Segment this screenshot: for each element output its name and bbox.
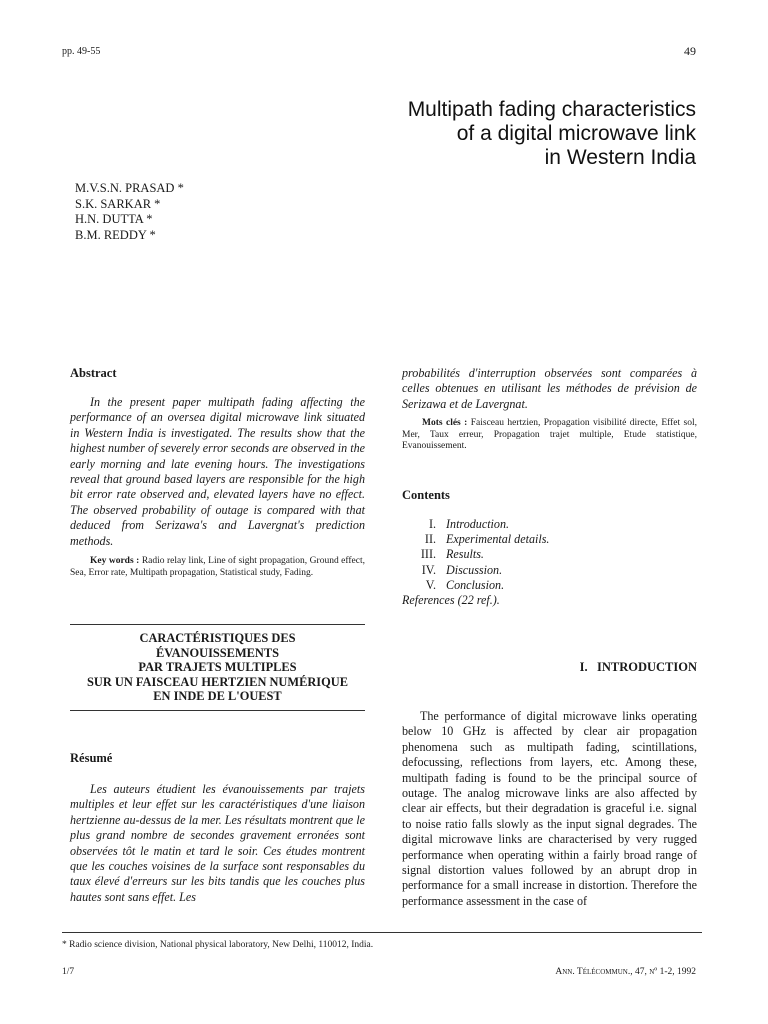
resume-text: Les auteurs étudient les évanouissements par trajets multiples et leur effet sur les caractéristiques d'une liaison hertzienne au-dessus de la mer. Les résultats montrent que le plus grand nombre de secondes gravement erronées sont observées tôt le matin et tard le soir. Ces études montrent que les couches voisines de la surface sont responsables du taux élevé d'erreurs sur les bits tandis que les couches plus hautes sont sans effet. Les — [70, 782, 365, 904]
toc-references: References (22 ref.). — [402, 593, 500, 608]
toc-item — [402, 563, 697, 578]
divider-bottom — [70, 710, 365, 711]
toc-item — [402, 578, 697, 593]
resume-heading: Résumé — [70, 751, 113, 765]
toc-item — [402, 547, 697, 562]
footnote-divider — [62, 932, 702, 933]
french-title — [70, 631, 365, 704]
toc-item — [402, 517, 697, 532]
title-line: Multipath fading characteristics — [407, 98, 696, 121]
paper-title — [276, 98, 696, 170]
journal-citation: Ann. Télécommun., 47, nº 1-2, 1992 — [555, 967, 696, 977]
toc-item-number: II. — [424, 532, 436, 547]
author-list — [75, 181, 184, 243]
introduction-heading: I. INTRODUCTION — [579, 660, 697, 674]
introduction-text: The performance of digital microwave links operating below 10 GHz is affected by clear air propagation phenomena such as multipath fading, scintillations, defocussing, reflections from layers, etc. Among these, multipath fading is found to be the principal source of outage. The analog microwave links are also affected by clear air effects, but their degradation is graceful i.e. signal to noise ratio falls slowly as the input signal degrades. The digital microwave links are characterised by very rugged performance when operating within a fairly broad range of signal distortion values followed by an abrupt drop in performance for a small increase in distortion. Therefore the performance assessment in the case of — [402, 709, 697, 908]
french-title-line: EN INDE DE L'OUEST — [153, 689, 282, 704]
mots-cles — [402, 418, 697, 453]
mots-cles-label: Mots clés : — [422, 418, 468, 428]
keywords-label: Key words : — [90, 556, 140, 566]
french-title-line: ÉVANOUISSEMENTS — [155, 645, 280, 660]
keywords — [70, 556, 365, 579]
title-line: in Western India — [544, 146, 696, 169]
toc-item-number: V. — [425, 577, 436, 592]
table-of-contents — [402, 517, 697, 608]
toc-item-title: Experimental details. — [446, 532, 550, 547]
affiliation-footnote: * Radio science division, National physical laboratory, New Delhi, 110012, India. — [62, 940, 374, 950]
keywords-list: Radio relay link, Line of sight propagation, Ground effect, Sea, Error rate, Multipath propagation, Statistical study, Fading. — [70, 556, 366, 578]
french-title-line: PAR TRAJETS MULTIPLES — [138, 660, 297, 675]
toc-item — [402, 532, 697, 547]
toc-item-title: Discussion. — [446, 562, 503, 577]
author: B.M. REDDY * — [75, 227, 156, 242]
page-number: 49 — [684, 44, 696, 58]
french-title-line: SUR UN FAISCEAU HERTZIEN NUMÉRIQUE — [87, 674, 348, 689]
title-line: of a digital microwave link — [456, 122, 696, 145]
author: M.V.S.N. PRASAD * — [75, 181, 184, 195]
toc-item-number: I. — [428, 517, 436, 531]
french-title-line: CARACTÉRISTIQUES DES — [139, 631, 296, 645]
resume-continuation: probabilités d'interruption observées sont comparées à celles obtenues en utilisant les méthodes de prévision de Serizawa et de Lavergnat. — [402, 366, 697, 411]
mots-cles-list: Faisceau hertzien, Propagation visibilité directe, Effet sol, Mer, Taux erreur, Propagation trajet multiple, Etude statistique, Evanouissement. — [402, 418, 698, 451]
toc-item-title: Conclusion. — [446, 577, 505, 592]
toc-item-title: Introduction. — [446, 517, 510, 531]
abstract-heading: Abstract — [70, 366, 117, 380]
divider-top — [70, 624, 365, 625]
toc-item-title: Results. — [446, 547, 484, 562]
page-range: pp. 49-55 — [62, 46, 101, 57]
toc-item-number: IV. — [421, 562, 436, 577]
author: S.K. SARKAR * — [75, 196, 161, 211]
toc-item-number: III. — [420, 547, 436, 562]
author: H.N. DUTTA * — [75, 212, 153, 226]
abstract-text: In the present paper multipath fading affecting the performance of an oversea digital microwave link situated in Western India is investigated. The results show that the highest number of severely error seconds are observed in the early morning and late evening hours. The investigations reveal that ground based layers are responsible for the high bit error rate observed and, elevated layers have no effect. The observed probability of outage is compared with that deduced from Serizawa's and Lavergnat's prediction methods. — [70, 395, 365, 548]
contents-heading: Contents — [402, 488, 450, 502]
page-fraction: 1/7 — [62, 967, 75, 977]
